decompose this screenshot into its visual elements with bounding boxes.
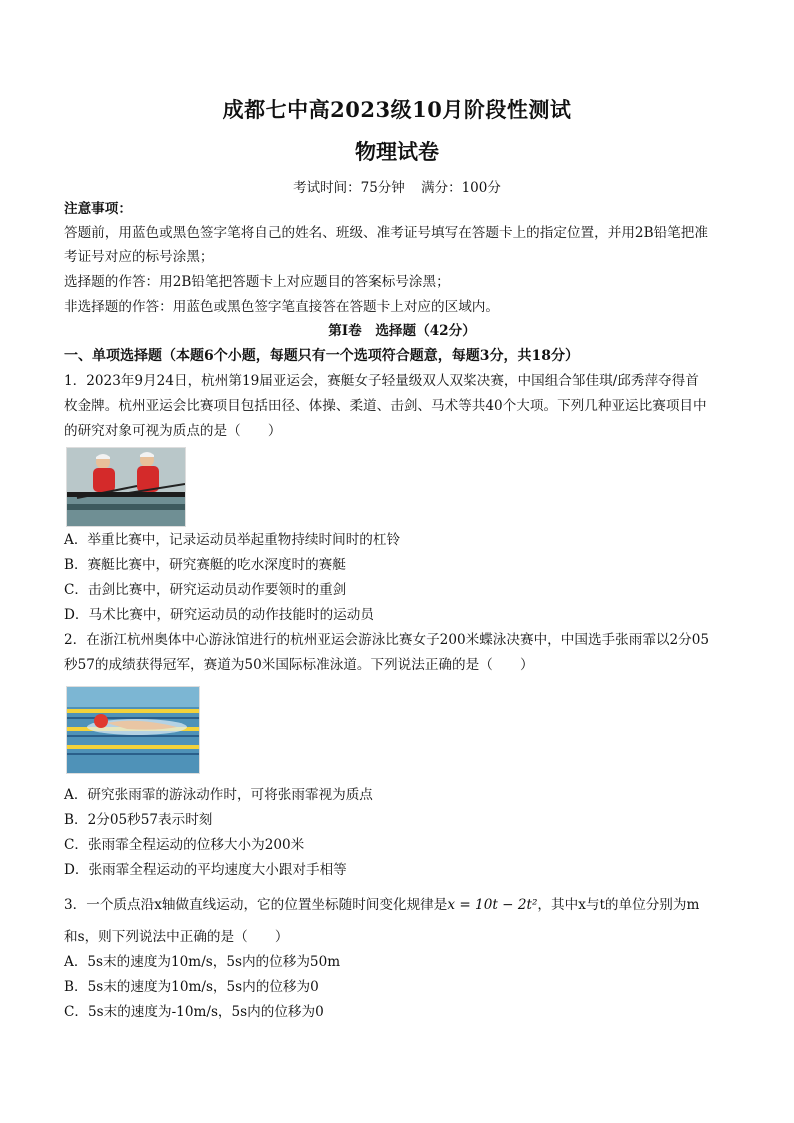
q2-stem-line: 2．在浙江杭州奥体中心游泳馆进行的杭州亚运会游泳比赛女子200米蝶泳决赛中，中国选手张雨霏以2分05 [64, 632, 710, 648]
rowing-photo [66, 447, 186, 527]
q3-option: C．5s末的速度为-10m/s，5s内的位移为0 [64, 1004, 324, 1020]
note-line: 考证号对应的标号涂黑； [64, 249, 214, 265]
q3-stem-post: ，其中x与t的单位分别为m [537, 897, 700, 913]
q1-stem-line: 的研究对象可视为质点的是（ ） [64, 423, 282, 439]
q3-option: B．5s末的速度为10m/s，5s内的位移为0 [64, 979, 319, 995]
q3-option: A．5s末的速度为10m/s，5s内的位移为50m [64, 954, 341, 970]
q1-stem-line: 1．2023年9月24日，杭州第19届亚运会，赛艇女子轻量级双人双桨决赛，中国组合邹佳琪/邱秀萍夺得首 [64, 373, 699, 389]
exam-info [0, 176, 794, 196]
q1-stem-line: 枚金牌。杭州亚运会比赛项目包括田径、体操、柔道、击剑、马术等共40个大项。下列几种亚运比赛项目中 [64, 398, 707, 414]
q2-option: B．2分05秒57表示时刻 [64, 812, 213, 828]
q1-option: A．举重比赛中，记录运动员举起重物持续时间时的杠铃 [64, 532, 401, 548]
q3-formula: x = 10t − 2t² [447, 897, 538, 913]
swimming-photo [66, 686, 200, 774]
notes-heading: 注意事项： [64, 201, 132, 217]
q3-stem-line [64, 894, 740, 916]
q3-stem-line: 和s，则下列说法中正确的是（ ） [64, 929, 289, 945]
q2-stem-line: 秒57的成绩获得冠军，赛道为50米国际标准泳道。下列说法正确的是（ ） [64, 657, 534, 673]
q3-stem-pre: 3．一个质点沿x轴做直线运动，它的位置坐标随时间变化规律是 [64, 897, 448, 913]
q1-option: B．赛艇比赛中，研究赛艇的吃水深度时的赛艇 [64, 557, 346, 573]
note-line: 选择题的作答：用2B铅笔把答题卡上对应题目的答案标号涂黑； [64, 274, 450, 290]
part-title: 一、单项选择题（本题6个小题，每题只有一个选项符合题意，每题3分，共18分） [64, 348, 579, 364]
q1-option: D．马术比赛中，研究运动员的动作技能时的运动员 [64, 607, 374, 623]
note-line: 非选择题的作答：用蓝色或黑色签字笔直接答在答题卡上对应的区域内。 [64, 299, 499, 315]
full-score: 满分：100分 [421, 180, 501, 196]
q1-option: C．击剑比赛中，研究运动员动作要领时的重剑 [64, 582, 347, 598]
q2-option: A．研究张雨霏的游泳动作时，可将张雨霏视为质点 [64, 787, 373, 803]
section-title: 第Ⅰ卷 选择题（42分） [328, 323, 476, 339]
exam-time: 考试时间：75分钟 [293, 180, 405, 196]
note-line: 答题前，用蓝色或黑色签字笔将自己的姓名、班级、准考证号填写在答题卡上的指定位置，并用2B铅笔把准 [64, 225, 708, 241]
subject-title: 物理试卷 [355, 139, 439, 164]
q2-option: D．张雨霏全程运动的平均速度大小跟对手相等 [64, 862, 347, 878]
exam-title: 成都七中高2023级10月阶段性测试 [222, 97, 572, 122]
q2-option: C．张雨霏全程运动的位移大小为200米 [64, 837, 305, 853]
